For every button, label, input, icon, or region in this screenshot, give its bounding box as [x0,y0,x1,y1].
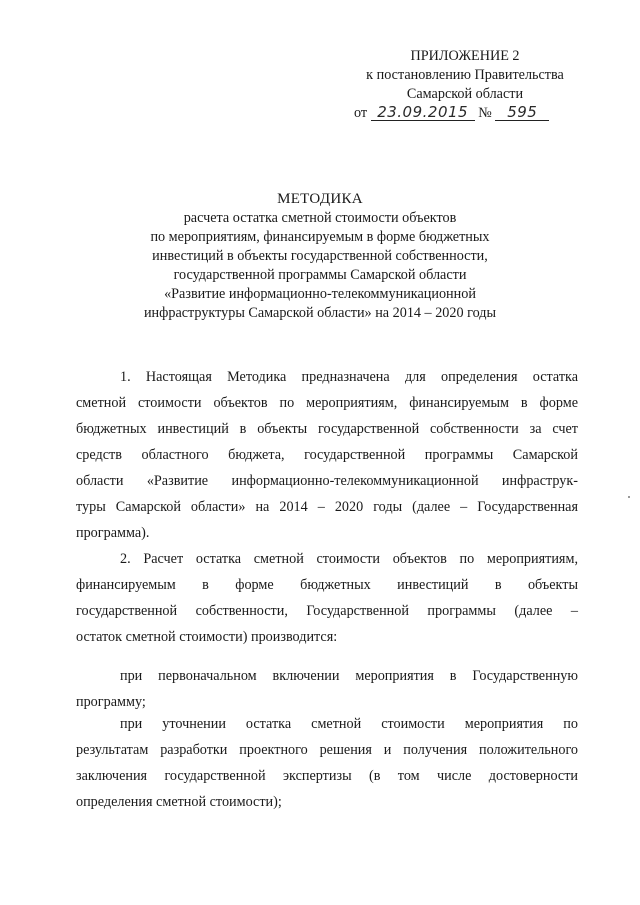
handwritten-date: 23.09.2015 [371,104,475,121]
paragraph-line: бюджетных инвестиций в объекты государственной собственности за счет [76,421,578,437]
paragraph-line: сметной стоимости объектов по мероприятиям, финансируемым в форме [76,395,578,411]
number-prefix: № [478,105,492,121]
paragraph-line: государственной собственности, Государственной программы (далее – [76,603,578,619]
paragraph-line: результатам разработки проектного решения и получения положительного [76,742,578,758]
document-title-block [60,190,580,323]
paragraph-2 [76,546,578,650]
appendix-authority: Самарской области [406,86,524,102]
title-line: по мероприятиям, финансируемым в форме бюджетных [150,229,490,245]
appendix-date-number-line [340,104,590,123]
appendix-title: ПРИЛОЖЕНИЕ 2 [410,48,520,64]
paragraph-line: при уточнении остатка сметной стоимости мероприятия по [120,716,578,732]
title-line: государственной программы Самарской области [173,267,467,283]
paragraph-line: области «Развитие информационно-телекоммуникационной инфраструк- [76,473,578,489]
appendix-reference: к постановлению Правительства [366,67,564,83]
paragraph-line: заключения государственной экспертизы (в том числе достоверности [76,768,578,784]
paragraph-line: определения сметной стоимости); [76,794,282,810]
list-item-1 [76,663,578,715]
paragraph-line: при первоначальном включении мероприятия в Государственную [120,668,578,684]
paragraph-line: 2. Расчет остатка сметной стоимости объектов по мероприятиям, [120,551,578,567]
title-line: инфраструктуры Самарской области» на 2014 – 2020 годы [143,305,497,321]
document-heading: МЕТОДИКА [277,191,363,207]
paragraph-line: программу; [76,694,146,710]
title-line: инвестиций в объекты государственной собственности, [152,248,488,264]
list-item-2 [76,711,578,815]
paragraph-line: 1. Настоящая Методика предназначена для определения остатка [120,369,578,385]
paragraph-line: финансируемым в форме бюджетных инвестиций в объекты [76,577,578,593]
paragraph-line: туры Самарской области» на 2014 – 2020 годы (далее – Государственная [76,499,578,515]
date-prefix: от [354,105,368,121]
appendix-header [340,47,590,123]
title-line: расчета остатка сметной стоимости объектов [183,210,457,226]
paragraph-line: остаток сметной стоимости) производится: [76,629,338,645]
paragraph-line: программа). [76,525,150,541]
paragraph-1 [76,364,578,546]
title-line: «Развитие информационно-телекоммуникационной [164,286,476,302]
paragraph-line: средств областного бюджета, государственной программы Самарской [76,447,578,463]
handwritten-number: 595 [495,104,549,121]
scan-artifact [628,496,630,498]
